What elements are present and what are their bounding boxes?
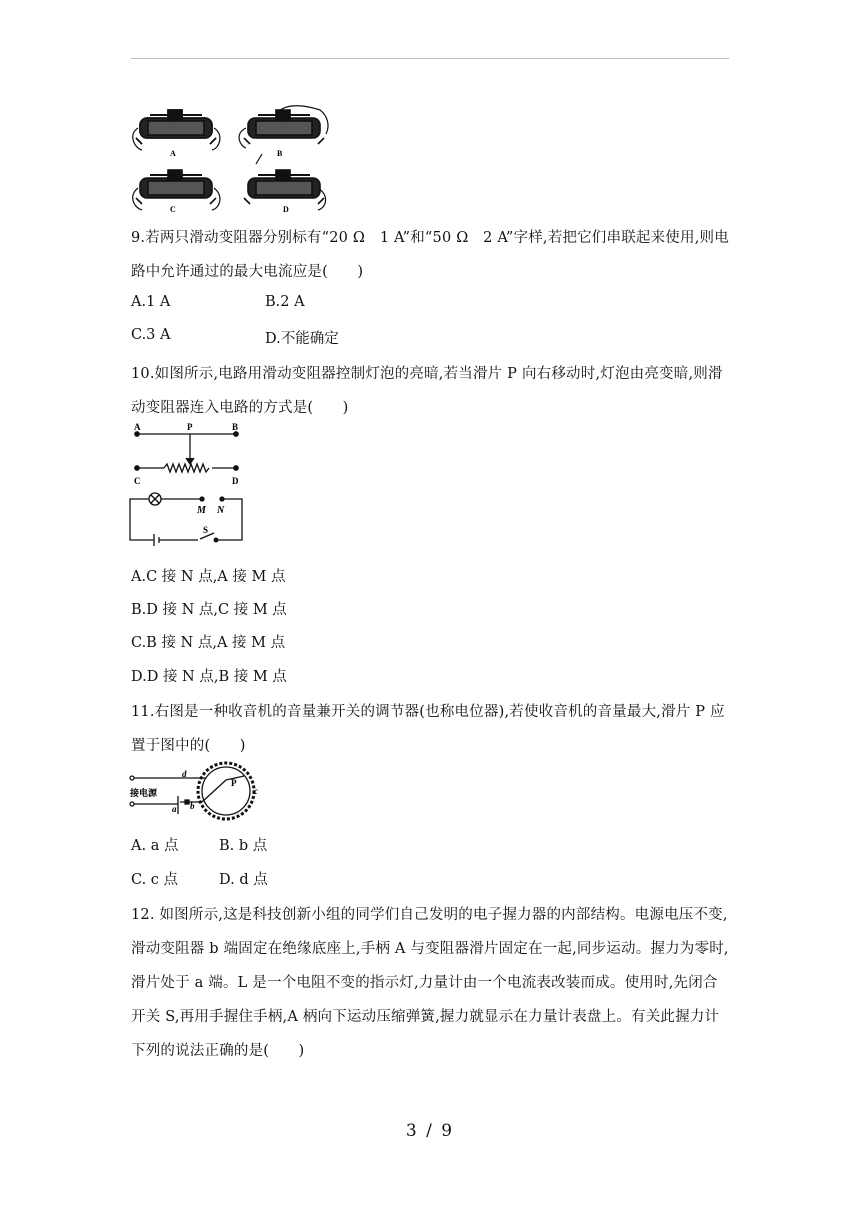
- q12-stem-line5: 下列的说法正确的是( ): [131, 1043, 305, 1059]
- q11-option-d: D. d 点: [219, 872, 268, 888]
- point-a-label: a: [172, 804, 177, 814]
- point-m-label: M: [197, 505, 206, 516]
- q10-option-b: B.D 接 N 点,C 接 M 点: [131, 602, 287, 618]
- q12-stem-line2: 滑动变阻器 b 端固定在绝缘底座上,手柄 A 与变阻器滑片固定在一起,同步运动。握力为零时,: [131, 941, 729, 957]
- q10-option-a: A.C 接 N 点,A 接 M 点: [131, 569, 286, 585]
- q10-option-c: C.B 接 N 点,A 接 M 点: [131, 635, 286, 651]
- q9-stem-line2: 路中允许通过的最大电流应是( ): [131, 264, 364, 280]
- q10-circuit-figure: [128, 422, 253, 552]
- q12-stem-line1: 12. 如图所示,这是科技创新小组的同学们自己发明的电子握力器的内部结构。电源电压不变,: [131, 907, 728, 923]
- point-d-label: d: [182, 769, 187, 779]
- terminal-d-label: D: [232, 476, 239, 486]
- terminal-a-label: A: [134, 422, 141, 432]
- label-c: C: [170, 205, 176, 214]
- point-b-label: b: [190, 801, 195, 811]
- q11-stem-line1: 11.右图是一种收音机的音量兼开关的调节器(也称电位器),若使收音机的音量最大,滑片 P 应: [131, 704, 725, 720]
- terminal-c-label: C: [134, 476, 141, 486]
- header-rule: [131, 58, 729, 59]
- q10-stem-line2: 动变阻器连入电路的方式是( ): [131, 400, 349, 416]
- label-b: B: [277, 149, 283, 158]
- rheostat-b: [239, 106, 328, 158]
- q10-stem-line1: 10.如图所示,电路用滑动变阻器控制灯泡的亮暗,若当滑片 P 向右移动时,灯泡由亮变暗,则滑: [131, 366, 723, 382]
- q11-option-b: B. b 点: [219, 838, 268, 854]
- q11-option-c: C. c 点: [131, 872, 179, 888]
- q12-stem-line3: 滑片处于 a 端。L 是一个电阻不变的指示灯,力量计由一个电流表改装而成。使用时,先闭合: [131, 975, 718, 991]
- slider-p-label: P: [231, 778, 237, 788]
- rheostat-options-figure: [128, 104, 338, 216]
- q9-option-a: A.1 A: [131, 294, 171, 310]
- q9-option-c: C.3 A: [131, 327, 171, 343]
- rheostat-c: [133, 170, 220, 214]
- power-supply-label: 接电源: [130, 788, 158, 798]
- slider-p-label: P: [187, 422, 193, 432]
- rheostat-a: [133, 110, 220, 158]
- page-number: 3 / 9: [405, 1121, 455, 1141]
- label-d: D: [283, 205, 289, 214]
- q11-option-a: A. a 点: [131, 838, 179, 854]
- q11-stem-line2: 置于图中的( ): [131, 738, 246, 754]
- q12-stem-line4: 开关 S,再用手握住手柄,A 柄向下运动压缩弹簧,握力就显示在力量计表盘上。有关此握力计: [131, 1009, 720, 1025]
- label-a: A: [170, 149, 176, 158]
- q10-option-d: D.D 接 N 点,B 接 M 点: [131, 669, 287, 685]
- q9-option-b: B.2 A: [265, 294, 305, 310]
- point-n-label: N: [217, 505, 225, 516]
- switch-s-label: S: [203, 525, 209, 535]
- point-c-label: c: [254, 786, 258, 796]
- terminal-b-label: B: [232, 422, 239, 432]
- rheostat-d: [244, 154, 326, 214]
- q9-option-d: D.不能确定: [265, 331, 339, 347]
- potentiometer-figure: [128, 756, 270, 828]
- q9-stem-line1: 9.若两只滑动变阻器分别标有“20 Ω 1 A”和“50 Ω 2 A”字样,若把它们串联起来使用,则电: [131, 230, 729, 246]
